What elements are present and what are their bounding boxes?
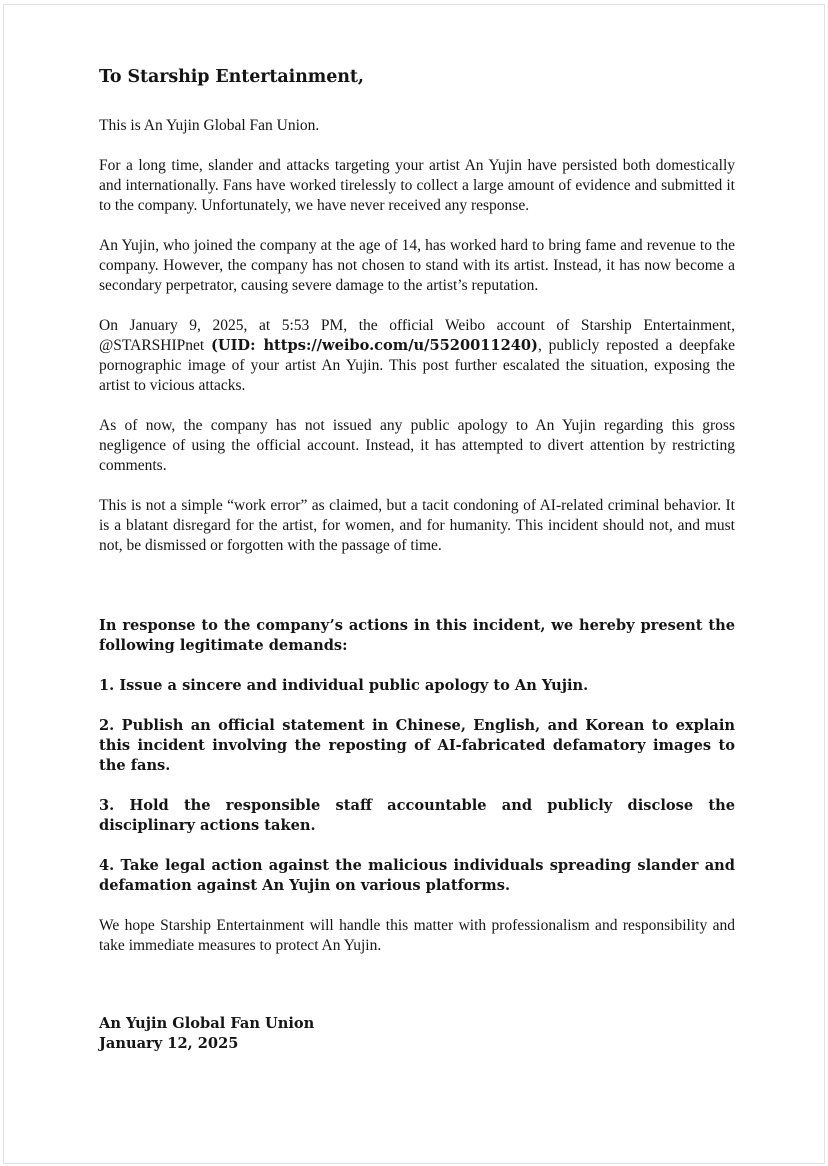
signature-block [99,1014,735,1054]
demand-item-1: 1. Issue a sincere and individual public apology to An Yujin. [99,677,589,694]
demand-item-2: 2. Publish an official statement in Chinese, English, and Korean to explain this incident involving the reposting of AI-fabricated defamatory images to the fans. [99,717,735,774]
paragraph-5: This is not a simple “work error” as claimed, but a tacit condoning of AI-related criminal behavior. It is a blatant disregard for the artist, for women, and for humanity. This incident should not, and must not, be dismissed or forgotten with the passage of time. [99,497,735,554]
signature-name: An Yujin Global Fan Union [99,1015,315,1032]
paragraph-3-text-start: On January 9, 2025, at 5:53 PM, the official Weibo account of Starship Entertainment, @STARSHIPnet [99,317,735,354]
demand-item-4: 4. Take legal action against the malicious individuals spreading slander and defamation against An Yujin on various platforms. [99,857,735,894]
demands-intro: In response to the company’s actions in this incident, we hereby present the following legitimate demands: [99,617,735,654]
paragraph-3 [99,316,735,396]
signature-date: January 12, 2025 [99,1035,239,1052]
letter-page [3,4,825,1164]
paragraph-4: As of now, the company has not issued any public apology to An Yujin regarding this gross negligence of using the official account. Instead, it has attempted to divert attention by restricting comments. [99,417,735,474]
salutation: To Starship Entertainment, [99,67,364,87]
closing-paragraph: We hope Starship Entertainment will handle this matter with professionalism and responsibility and take immediate measures to protect An Yujin. [99,917,735,954]
letter-body [99,65,735,1054]
section-spacer [99,576,735,616]
paragraph-1: For a long time, slander and attacks targeting your artist An Yujin have persisted both domestically and internationally. Fans have worked tirelessly to collect a large amount of evidence and submitted it to the company. Unfortunately, we have never received any response. [99,157,735,214]
weibo-uid-link-text: (UID: https://weibo.com/u/5520011240) [210,337,538,354]
demand-item-3: 3. Hold the responsible staff accountable and publicly disclose the disciplinary actions taken. [99,797,735,834]
paragraph-3-text-end: , publicly reposted a deepfake pornographic image of your artist An Yujin. This post further escalated the situation, exposing the artist to vicious attacks. [99,337,736,394]
intro-paragraph: This is An Yujin Global Fan Union. [99,117,320,134]
paragraph-2: An Yujin, who joined the company at the age of 14, has worked hard to bring fame and revenue to the company. However, the company has not chosen to stand with its artist. Instead, it has now become a secondary perpetrator, causing severe damage to the artist’s reputation. [99,237,735,294]
